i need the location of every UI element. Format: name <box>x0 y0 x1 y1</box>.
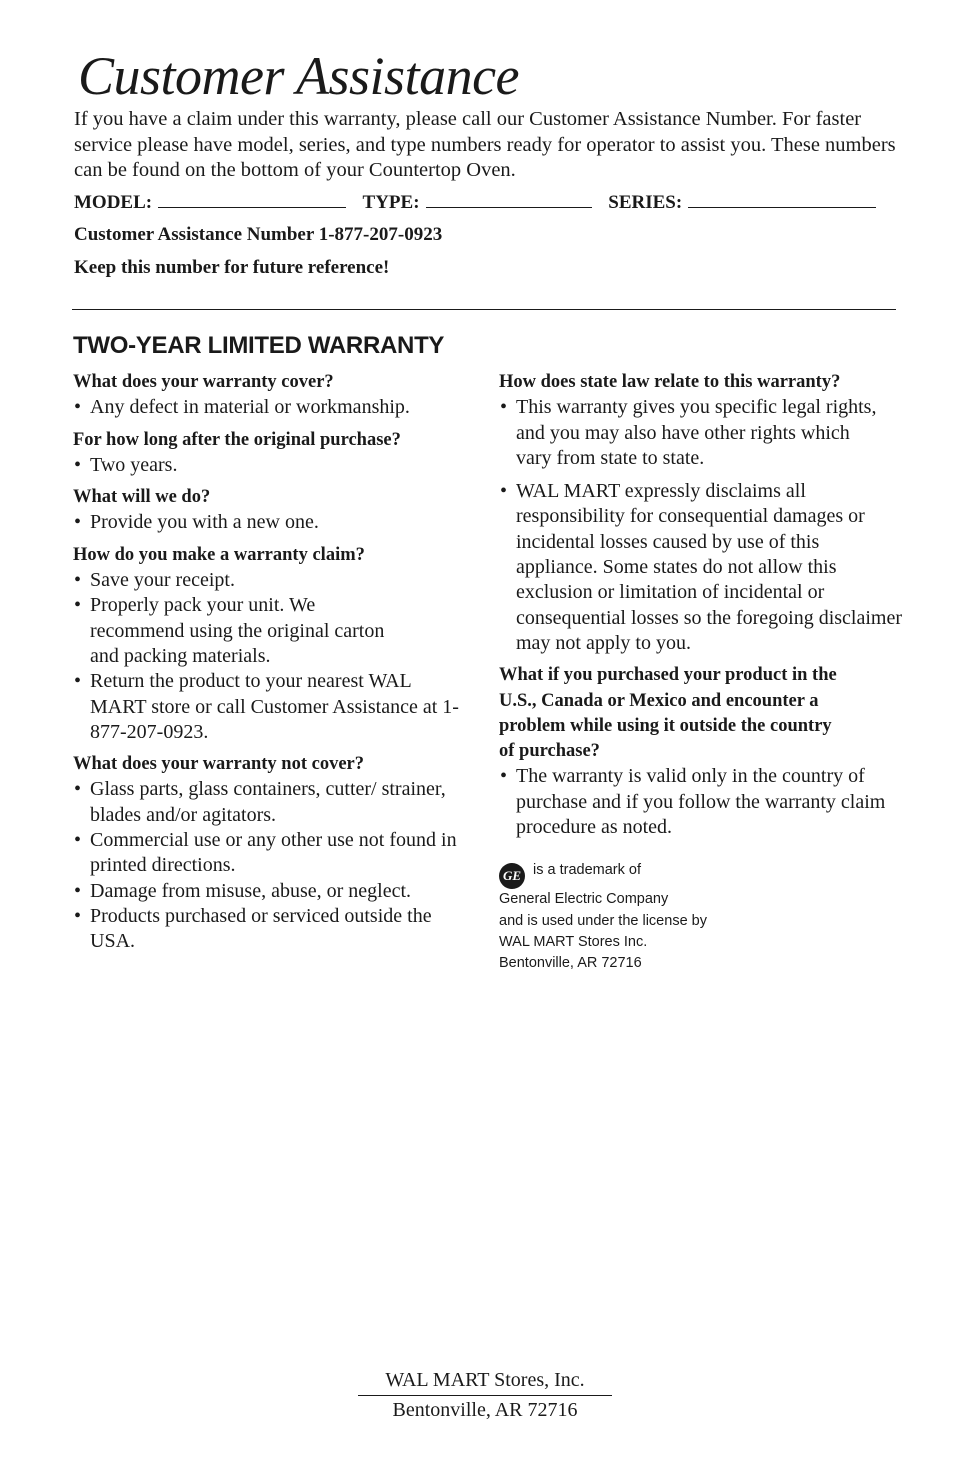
list-item: • Properly pack your unit. We recommend using the original carton and packing materials. <box>73 593 390 669</box>
model-blank <box>158 189 346 208</box>
faq-block <box>73 485 478 536</box>
faq-block <box>73 543 478 745</box>
list-item: • Commercial use or any other use not found in printed directions. <box>73 828 475 879</box>
footer-company: WAL MART Stores, Inc. <box>358 1366 612 1396</box>
series-blank <box>688 189 876 208</box>
faq-block <box>73 428 478 479</box>
faq-answer-list <box>73 777 478 954</box>
ge-logo-icon: GE <box>499 863 525 889</box>
trademark-line: WAL MART Stores Inc. <box>499 933 648 950</box>
series-label: SERIES: <box>608 192 683 213</box>
faq-question: For how long after the original purchase? <box>73 429 401 450</box>
faq-answer-list <box>499 395 904 656</box>
list-item: • Damage from misuse, abuse, or neglect. <box>73 879 478 904</box>
list-item: • Save your receipt. <box>73 568 478 593</box>
trademark-line: General Electric Company <box>499 891 669 908</box>
warranty-heading: TWO-YEAR LIMITED WARRANTY <box>73 332 445 359</box>
faq-question: What does your warranty cover? <box>73 372 334 392</box>
list-item: • Products purchased or serviced outside the USA. <box>73 904 478 955</box>
keep-number-note: Keep this number for future reference! <box>74 257 390 278</box>
faq-answer-list <box>73 395 478 420</box>
trademark-line: and is used under the license by <box>499 912 707 929</box>
faq-answer-list <box>73 510 478 535</box>
trademark-line: is a trademark of <box>533 862 641 879</box>
faq-question: What does your warranty not cover? <box>73 754 365 775</box>
list-item: • The warranty is valid only in the country of purchase and if you follow the warranty claim procedure as noted. <box>499 764 904 840</box>
faq-answer-list <box>73 453 478 478</box>
faq-block <box>499 663 904 840</box>
page-title: Customer Assistance <box>78 46 520 106</box>
faq-question: What if you purchased your product in the U.S., Canada or Mexico and encounter a problem while using it outside the country of purchase? <box>499 665 837 762</box>
faq-question: How does state law relate to this warranty? <box>499 372 841 392</box>
faq-answer-list <box>73 568 478 745</box>
footer-address <box>358 1366 612 1424</box>
faq-question: How do you make a warranty claim? <box>73 544 365 565</box>
trademark-notice <box>499 860 904 974</box>
type-label: TYPE: <box>362 192 420 213</box>
assistance-number: Customer Assistance Number 1-877-207-0923 <box>74 224 443 245</box>
list-item: • This warranty gives you specific legal rights, and you may also have other rights which vary from state to state. <box>499 395 886 471</box>
list-item: • Return the product to your nearest WAL MART store or call Customer Assistance at 1-877-207-0923. <box>73 669 460 745</box>
section-divider <box>72 309 896 310</box>
type-blank <box>426 189 592 208</box>
faq-block <box>73 752 478 954</box>
list-item: • Glass parts, glass containers, cutter/ strainer, blades and/or agitators. <box>73 777 450 828</box>
list-item: • Two years. <box>73 453 478 478</box>
footer-city: Bentonville, AR 72716 <box>392 1399 578 1421</box>
warranty-left-column <box>73 370 478 962</box>
model-label: MODEL: <box>74 192 153 213</box>
faq-question: What will we do? <box>73 487 211 508</box>
intro-paragraph: If you have a claim under this warranty, please call our Customer Assistance Number. For faster service please have model, series, and type numbers ready for operator to assist you. These numbers can be found on the bottom of your Countertop Oven. <box>74 108 896 181</box>
list-item: • Provide you with a new one. <box>73 510 478 535</box>
product-number-fields <box>74 189 904 216</box>
warranty-right-column <box>499 370 904 975</box>
trademark-line: Bentonville, AR 72716 <box>499 955 642 972</box>
list-item: • WAL MART expressly disclaims all responsibility for consequential damages or incidental losses caused by use of this appliance. Some states do not allow this exclusion or limitation of incidental or consequential losses so the foregoing disclaimer may not apply to you. <box>499 479 904 656</box>
faq-answer-list <box>499 764 904 840</box>
faq-block <box>73 370 478 421</box>
list-item: • Any defect in material or workmanship. <box>73 395 478 420</box>
faq-block <box>499 370 904 656</box>
